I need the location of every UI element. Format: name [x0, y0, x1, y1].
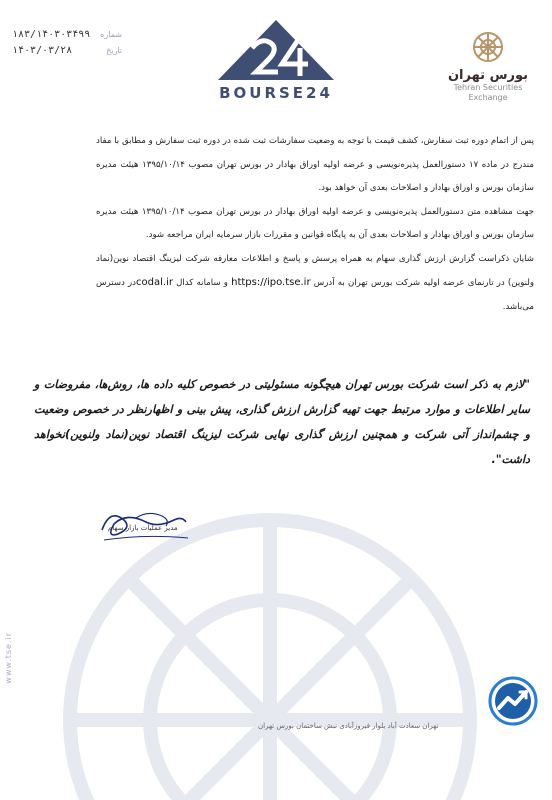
trend-badge-icon — [488, 676, 538, 726]
letter-meta — [12, 26, 122, 58]
letter-number-row — [12, 26, 122, 42]
ipo-link[interactable]: https://ipo.tse.ir — [231, 277, 311, 288]
paragraph-3-text-b: و سامانه کدال — [176, 278, 228, 288]
bourse24-logo — [214, 18, 338, 102]
signature-title: مدیر عملیات بازار سهام — [108, 524, 178, 532]
letter-date-label: تاریخ — [106, 45, 122, 55]
letter-date: ۱۴۰۳/۰۳/۲۸ — [12, 44, 73, 56]
paragraph-price-discovery: پس از اتمام دوره ثبت سفارش، کشف قیمت با توجه به وضعیت سفارشات ثبت شده در دوره ثبت سفارش و مطابق با مفاد مندرج در ماده ۱۷ دستورالعمل پذیره‌نویسی و عرضه اولیه اوراق بهادار در بورس تهران مصوب ۱۳۹۵/۱۰/۱۴ هیئت مدیره سازمان بورس و اوراق بهادار و اصلاحات بعدی آن خواهد بود. — [96, 136, 534, 193]
bourse24-wordmark: BOURSE24 — [219, 84, 333, 102]
letter-number: ۱۸۳/۱۴۰۳۰۳۴۹۹ — [12, 28, 91, 40]
tse-name-en-1: Tehran Securities — [453, 83, 523, 92]
paragraph-regulations: جهت مشاهده متن دستورالعمل پذیره‌نویسی و عرضه اولیه اوراق بهادار در بورس تهران مصوب ۱۳۹۵/۱۰/۱۴ هیئت مدیره سازمان بورس و اوراق بهادار و اصلاحات بعدی آن به پایگاه قوانین و مقررات بازار سرمایه ایران مراجعه شود. — [96, 206, 534, 240]
tse-logo — [440, 30, 536, 103]
tse-name-en-2: Exchange — [468, 93, 508, 102]
paragraph-valuation-report — [96, 248, 534, 320]
tse-emblem-icon — [471, 30, 505, 64]
paragraph-3-text-c: در دسترس می‌باشد. — [96, 278, 534, 312]
footer-address: تهران سعادت آباد بلوار فیروزآبادی نبش ساختمان بورس تهران — [258, 722, 439, 730]
bourse24-mark-icon — [214, 18, 338, 82]
letter-number-label: شماره — [100, 29, 122, 39]
codal-link[interactable]: codal.ir — [136, 277, 173, 288]
disclaimer-text: "لازم به ذکر است شرکت بورس تهران هیچگونه مسئولیتی در خصوص کلیه داده ها، روش‌ها، مفروضات و سایر اطلاعات و موارد مرتبط جهت تهیه گزارش ارزش گذاری، پیش بینی و اظهارنظر در خصوص وضعیت و چشم‌انداز آتی شرکت و همچنین ارزش گذاری نهایی شرکت لیزینگ اقتصاد نوین(نماد ولنوین)نخواهد داشت". — [34, 378, 530, 466]
tse-name-fa: بورس تهران — [447, 68, 529, 83]
letter-date-row — [12, 42, 122, 58]
paragraph-3-text-a: شایان ذکراست گزارش ارزش گذاری سهام به همراه پرسش و پاسخ و اطلاعات معارفه شرکت لیزینگ اقتصاد نوین(نماد ولنوین) در تارنمای عرضه اولیه شرکت بورس تهران به آدرس — [96, 253, 535, 288]
side-url: www.tse.ir — [4, 632, 13, 684]
letter-body — [96, 130, 534, 319]
